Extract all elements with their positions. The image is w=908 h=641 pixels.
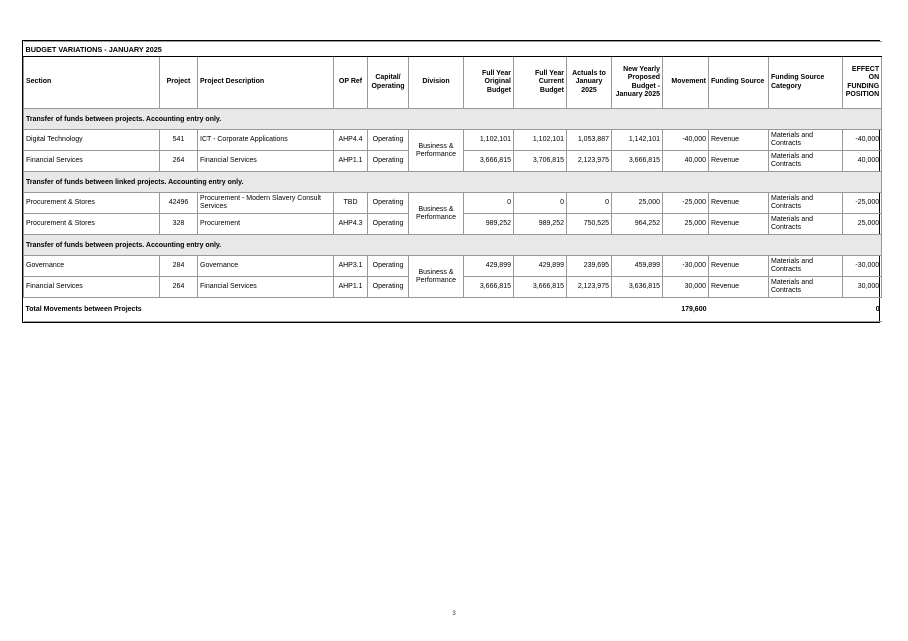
cell-current: 3,666,815 — [514, 277, 567, 298]
cell-actuals: 2,123,975 — [567, 277, 612, 298]
cell-section: Governance — [24, 256, 160, 277]
total-effect: 0 — [843, 298, 882, 322]
cell-project: 264 — [160, 151, 198, 172]
cell-category: Materials and Contracts — [769, 277, 843, 298]
cell-division: Business & Performance — [409, 130, 464, 172]
cell-project: 328 — [160, 214, 198, 235]
cell-proposed: 459,899 — [612, 256, 663, 277]
cell-original: 0 — [464, 193, 514, 214]
cell-opref: AHP1.1 — [334, 151, 368, 172]
cell-original: 3,666,815 — [464, 277, 514, 298]
header-category: Funding Source Category — [769, 57, 843, 109]
cell-effect: 30,000 — [843, 277, 882, 298]
cell-description: Financial Services — [198, 151, 334, 172]
cell-category: Materials and Contracts — [769, 256, 843, 277]
cell-section: Digital Technology — [24, 130, 160, 151]
cell-project: 541 — [160, 130, 198, 151]
cell-funding: Revenue — [709, 277, 769, 298]
budget-variations-sheet — [22, 40, 880, 323]
cell-proposed: 1,142,101 — [612, 130, 663, 151]
cell-section: Procurement & Stores — [24, 214, 160, 235]
cell-movement: -40,000 — [663, 130, 709, 151]
cell-original: 3,666,815 — [464, 151, 514, 172]
cell-funding: Revenue — [709, 214, 769, 235]
cell-effect: -30,000 — [843, 256, 882, 277]
cell-proposed: 3,666,815 — [612, 151, 663, 172]
total-spacer — [709, 298, 843, 322]
cell-current: 1,102,101 — [514, 130, 567, 151]
cell-description: Procurement — [198, 214, 334, 235]
header-proposed: New Yearly Proposed Budget - January 2025 — [612, 57, 663, 109]
group-label: Transfer of funds between projects. Accounting entry only. — [24, 109, 882, 130]
cell-movement: -25,000 — [663, 193, 709, 214]
header-capital: Capital/ Operating — [368, 57, 409, 109]
cell-capital: Operating — [368, 277, 409, 298]
header-effect: EFFECT ON FUNDING POSITION — [843, 57, 882, 109]
cell-capital: Operating — [368, 151, 409, 172]
cell-current: 3,706,815 — [514, 151, 567, 172]
table-row — [24, 256, 882, 277]
cell-category: Materials and Contracts — [769, 130, 843, 151]
cell-description: Procurement - Modern Slavery Consult Services — [198, 193, 334, 214]
cell-actuals: 0 — [567, 193, 612, 214]
header-description: Project Description — [198, 57, 334, 109]
header-original: Full Year Original Budget — [464, 57, 514, 109]
cell-current: 429,899 — [514, 256, 567, 277]
cell-original: 1,102,101 — [464, 130, 514, 151]
total-label: Total Movements between Projects — [24, 298, 663, 322]
header-project: Project — [160, 57, 198, 109]
cell-capital: Operating — [368, 130, 409, 151]
cell-capital: Operating — [368, 193, 409, 214]
total-row — [24, 298, 882, 322]
cell-section: Financial Services — [24, 277, 160, 298]
cell-capital: Operating — [368, 214, 409, 235]
cell-movement: 40,000 — [663, 151, 709, 172]
cell-proposed: 964,252 — [612, 214, 663, 235]
cell-category: Materials and Contracts — [769, 193, 843, 214]
cell-project: 42496 — [160, 193, 198, 214]
cell-original: 429,899 — [464, 256, 514, 277]
cell-category: Materials and Contracts — [769, 151, 843, 172]
cell-effect: -25,000 — [843, 193, 882, 214]
cell-movement: 30,000 — [663, 277, 709, 298]
group-header-row — [24, 235, 882, 256]
header-current: Full Year Current Budget — [514, 57, 567, 109]
header-division: Division — [409, 57, 464, 109]
total-movement: 179,600 — [663, 298, 709, 322]
group-header-row — [24, 109, 882, 130]
table-row — [24, 193, 882, 214]
cell-capital: Operating — [368, 256, 409, 277]
cell-funding: Revenue — [709, 130, 769, 151]
cell-division: Business & Performance — [409, 193, 464, 235]
header-funding: Funding Source — [709, 57, 769, 109]
cell-effect: 25,000 — [843, 214, 882, 235]
cell-current: 0 — [514, 193, 567, 214]
cell-proposed: 3,636,815 — [612, 277, 663, 298]
header-movement: Movement — [663, 57, 709, 109]
cell-effect: -40,000 — [843, 130, 882, 151]
cell-funding: Revenue — [709, 193, 769, 214]
title-row — [24, 42, 882, 57]
cell-description: ICT - Corporate Applications — [198, 130, 334, 151]
budget-table — [23, 41, 882, 322]
cell-proposed: 25,000 — [612, 193, 663, 214]
cell-opref: AHP3.1 — [334, 256, 368, 277]
group-label: Transfer of funds between linked projects. Accounting entry only. — [24, 172, 882, 193]
header-section: Section — [24, 57, 160, 109]
cell-movement: 25,000 — [663, 214, 709, 235]
cell-project: 284 — [160, 256, 198, 277]
cell-category: Materials and Contracts — [769, 214, 843, 235]
cell-section: Financial Services — [24, 151, 160, 172]
table-row — [24, 130, 882, 151]
cell-description: Financial Services — [198, 277, 334, 298]
cell-actuals: 239,695 — [567, 256, 612, 277]
cell-actuals: 1,053,887 — [567, 130, 612, 151]
cell-movement: -30,000 — [663, 256, 709, 277]
header-row — [24, 57, 882, 109]
table-title: BUDGET VARIATIONS - JANUARY 2025 — [24, 42, 882, 57]
cell-opref: AHP4.4 — [334, 130, 368, 151]
header-opref: OP Ref — [334, 57, 368, 109]
cell-actuals: 750,525 — [567, 214, 612, 235]
cell-project: 264 — [160, 277, 198, 298]
cell-opref: AHP4.3 — [334, 214, 368, 235]
cell-opref: TBD — [334, 193, 368, 214]
group-label: Transfer of funds between projects. Accounting entry only. — [24, 235, 882, 256]
cell-division: Business & Performance — [409, 256, 464, 298]
cell-description: Governance — [198, 256, 334, 277]
cell-current: 989,252 — [514, 214, 567, 235]
cell-opref: AHP1.1 — [334, 277, 368, 298]
cell-funding: Revenue — [709, 151, 769, 172]
page-number: 3 — [452, 611, 456, 617]
cell-section: Procurement & Stores — [24, 193, 160, 214]
cell-effect: 40,000 — [843, 151, 882, 172]
group-header-row — [24, 172, 882, 193]
cell-funding: Revenue — [709, 256, 769, 277]
cell-original: 989,252 — [464, 214, 514, 235]
cell-actuals: 2,123,975 — [567, 151, 612, 172]
header-actuals: Actuals to January 2025 — [567, 57, 612, 109]
